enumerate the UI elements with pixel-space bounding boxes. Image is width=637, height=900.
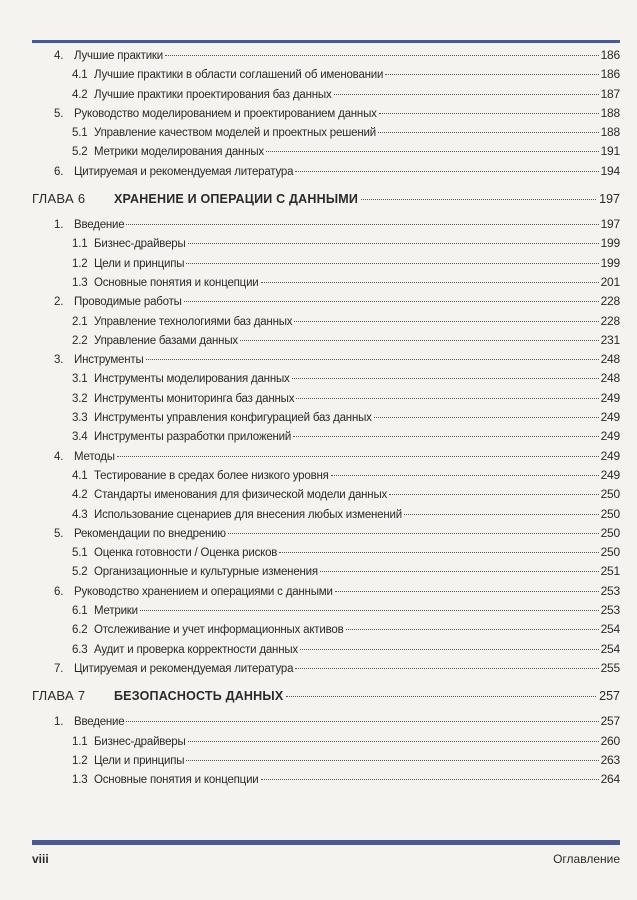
toc-page-number: 254 bbox=[600, 622, 620, 637]
toc-title: Тестирование в средах более низкого уровня bbox=[94, 469, 329, 482]
dot-leader bbox=[389, 493, 599, 495]
toc-chapter[interactable] bbox=[32, 688, 620, 712]
dot-leader bbox=[361, 199, 596, 200]
toc-page-number: 257 bbox=[599, 689, 620, 704]
dot-leader bbox=[346, 628, 599, 630]
dot-leader bbox=[296, 397, 598, 399]
toc-subsection[interactable] bbox=[32, 468, 620, 487]
toc-title: Инструменты моделирования данных bbox=[94, 373, 290, 386]
toc-subsection[interactable] bbox=[32, 256, 620, 275]
toc-title: Инструменты bbox=[74, 354, 144, 367]
toc-title: Руководство моделированием и проектированием данных bbox=[74, 107, 377, 120]
toc-subsection[interactable] bbox=[32, 67, 620, 86]
dot-leader bbox=[140, 609, 599, 611]
toc-title: Цели и принципы bbox=[94, 754, 185, 767]
toc-title: Лучшие практики проектирования баз данных bbox=[94, 88, 332, 101]
toc-subsection[interactable] bbox=[32, 545, 620, 564]
toc-number: 6.1 bbox=[72, 605, 88, 618]
toc-page-number: 194 bbox=[600, 163, 620, 178]
toc-number: 6. bbox=[54, 165, 64, 178]
toc-page-number: 199 bbox=[600, 236, 620, 251]
toc-number: 4. bbox=[54, 450, 64, 463]
toc-page-number: 250 bbox=[600, 487, 620, 502]
toc-number: 4.3 bbox=[72, 508, 88, 521]
dot-leader bbox=[334, 93, 599, 95]
toc-number: 5.2 bbox=[72, 146, 88, 159]
toc-subsection[interactable] bbox=[32, 410, 620, 429]
dot-leader bbox=[266, 150, 599, 152]
chapter-label: ГЛАВА 7 bbox=[32, 688, 86, 704]
toc-page-number: 228 bbox=[600, 294, 620, 309]
toc-subsection[interactable] bbox=[32, 772, 620, 791]
toc-page-number: 201 bbox=[600, 274, 620, 289]
toc-page-number: 249 bbox=[600, 467, 620, 482]
dot-leader bbox=[126, 223, 598, 225]
toc-page-number: 260 bbox=[600, 733, 620, 748]
toc-number: 4.1 bbox=[72, 69, 88, 82]
dot-leader bbox=[186, 262, 598, 264]
toc-number: 5. bbox=[54, 107, 64, 120]
toc-title: Бизнес-драйверы bbox=[94, 238, 186, 251]
toc-page-number: 188 bbox=[600, 125, 620, 140]
dot-leader bbox=[188, 740, 599, 742]
page-number: viii bbox=[32, 852, 49, 866]
toc-title: Основные понятия и концепции bbox=[94, 774, 259, 787]
dot-leader bbox=[295, 170, 598, 172]
toc-page-number: 188 bbox=[600, 105, 620, 120]
toc-number: 3.2 bbox=[72, 392, 88, 405]
toc-page-number: 199 bbox=[600, 255, 620, 270]
toc-subsection[interactable] bbox=[32, 734, 620, 753]
toc-title: Управление базами данных bbox=[94, 334, 238, 347]
toc-chapter[interactable] bbox=[32, 191, 620, 215]
toc-number: 1. bbox=[54, 716, 64, 729]
toc-subsection[interactable] bbox=[32, 391, 620, 410]
toc-title: Управление качеством моделей и проектных решений bbox=[94, 127, 376, 140]
running-title: Оглавление bbox=[553, 852, 620, 866]
chapter-label: ГЛАВА 6 bbox=[32, 191, 86, 207]
toc-title: Методы bbox=[74, 450, 115, 463]
toc-title: Бизнес-драйверы bbox=[94, 735, 186, 748]
toc-page-number: 248 bbox=[600, 352, 620, 367]
dot-leader bbox=[331, 474, 599, 476]
toc-page-number: 257 bbox=[600, 714, 620, 729]
toc-subsection[interactable] bbox=[32, 487, 620, 506]
dot-leader bbox=[294, 320, 598, 322]
toc-title: Оценка готовности / Оценка рисков bbox=[94, 547, 278, 560]
toc-title: Цитируемая и рекомендуемая литература bbox=[74, 662, 294, 675]
toc-subsection[interactable] bbox=[32, 125, 620, 144]
toc-number: 1. bbox=[54, 219, 64, 232]
toc-title: Аудит и проверка корректности данных bbox=[94, 643, 298, 656]
toc-subsection[interactable] bbox=[32, 603, 620, 622]
dot-leader bbox=[228, 532, 599, 534]
toc-page-number: 186 bbox=[600, 67, 620, 82]
toc-page-number: 248 bbox=[600, 371, 620, 386]
toc-subsection[interactable] bbox=[32, 622, 620, 641]
toc-title: Отслеживание и учет информационных активов bbox=[94, 624, 344, 637]
toc-page-number: 249 bbox=[600, 429, 620, 444]
toc-title: Лучшие практики в области соглашений об именовании bbox=[94, 69, 384, 82]
toc-title: Руководство хранением и операциями с данными bbox=[74, 585, 333, 598]
toc-title: Введение bbox=[74, 219, 125, 232]
toc-subsection[interactable] bbox=[32, 642, 620, 661]
toc-number: 5.1 bbox=[72, 127, 88, 140]
toc-subsection[interactable] bbox=[32, 371, 620, 390]
toc-section[interactable] bbox=[32, 164, 620, 183]
toc-page-number: 253 bbox=[600, 603, 620, 618]
toc-page-number: 250 bbox=[600, 545, 620, 560]
toc-number: 2. bbox=[54, 296, 64, 309]
toc-number: 5.2 bbox=[72, 566, 88, 579]
chapter-title: БЕЗОПАСНОСТЬ ДАННЫХ bbox=[114, 689, 284, 704]
toc-page-number: 255 bbox=[600, 660, 620, 675]
toc-number: 4.2 bbox=[72, 88, 88, 101]
toc-subsection[interactable] bbox=[32, 429, 620, 448]
dot-leader bbox=[146, 358, 599, 360]
toc-section[interactable] bbox=[32, 294, 620, 313]
toc-section[interactable] bbox=[32, 106, 620, 125]
dot-leader bbox=[385, 73, 598, 75]
toc-number: 5.1 bbox=[72, 547, 88, 560]
toc-page-number: 197 bbox=[599, 192, 620, 207]
toc-number: 3. bbox=[54, 354, 64, 367]
dot-leader bbox=[374, 416, 599, 418]
toc-number: 2.2 bbox=[72, 334, 88, 347]
toc-subsection[interactable] bbox=[32, 753, 620, 772]
toc-page-number: 186 bbox=[600, 48, 620, 62]
dot-leader bbox=[279, 551, 598, 553]
toc-title: Использование сценариев для внесения любых изменений bbox=[94, 508, 402, 521]
toc-title: Управление технологиями баз данных bbox=[94, 315, 293, 328]
toc-page-number: 187 bbox=[600, 86, 620, 101]
toc-section[interactable] bbox=[32, 714, 620, 733]
toc-title: Проводимые работы bbox=[74, 296, 182, 309]
toc-page-number: 231 bbox=[600, 332, 620, 347]
toc-number: 6.2 bbox=[72, 624, 88, 637]
toc-section[interactable] bbox=[32, 217, 620, 236]
toc-number: 1.3 bbox=[72, 774, 88, 787]
dot-leader bbox=[292, 377, 599, 379]
toc-number: 5. bbox=[54, 527, 64, 540]
toc-page-number: 249 bbox=[600, 390, 620, 405]
dot-leader bbox=[300, 648, 599, 650]
toc-title: Метрики bbox=[94, 605, 138, 618]
toc-subsection[interactable] bbox=[32, 507, 620, 526]
toc-number: 1.3 bbox=[72, 276, 88, 289]
top-rule bbox=[32, 40, 620, 43]
dot-leader bbox=[184, 300, 599, 302]
dot-leader bbox=[188, 242, 599, 244]
toc-number: 6.3 bbox=[72, 643, 88, 656]
toc-number: 4. bbox=[54, 50, 64, 62]
toc-number: 3.3 bbox=[72, 412, 88, 425]
dot-leader bbox=[379, 112, 599, 114]
toc-page-number: 249 bbox=[600, 448, 620, 463]
toc-title: Инструменты мониторинга баз данных bbox=[94, 392, 295, 405]
toc-number: 6. bbox=[54, 585, 64, 598]
toc-page-number: 191 bbox=[600, 144, 620, 159]
toc-page-number: 264 bbox=[600, 772, 620, 787]
toc-page-number: 251 bbox=[600, 564, 620, 579]
toc-page-number: 254 bbox=[600, 641, 620, 656]
toc-section[interactable] bbox=[32, 48, 620, 67]
toc-section[interactable] bbox=[32, 526, 620, 545]
toc-number: 3.4 bbox=[72, 431, 88, 444]
toc-title: Организационные и культурные изменения bbox=[94, 566, 318, 579]
toc-number: 7. bbox=[54, 662, 64, 675]
toc-page-number: 253 bbox=[600, 583, 620, 598]
dot-leader bbox=[295, 667, 598, 669]
toc-subsection[interactable] bbox=[32, 314, 620, 333]
toc-number: 1.2 bbox=[72, 257, 88, 270]
toc-subsection[interactable] bbox=[32, 275, 620, 294]
toc-title: Лучшие практики bbox=[74, 50, 163, 62]
dot-leader bbox=[378, 131, 599, 133]
toc-subsection[interactable] bbox=[32, 236, 620, 255]
toc-number: 4.2 bbox=[72, 489, 88, 502]
dot-leader bbox=[126, 720, 598, 722]
toc-number: 1.1 bbox=[72, 238, 88, 251]
dot-leader bbox=[320, 570, 599, 572]
toc-title: Рекомендации по внедрению bbox=[74, 527, 226, 540]
toc-title: Стандарты именования для физической модели данных bbox=[94, 489, 388, 502]
toc-page-number: 249 bbox=[600, 410, 620, 425]
dot-leader bbox=[240, 339, 599, 341]
toc-subsection[interactable] bbox=[32, 564, 620, 583]
toc-page-number: 197 bbox=[600, 217, 620, 232]
dot-leader bbox=[286, 696, 596, 697]
dot-leader bbox=[404, 513, 599, 515]
toc-number: 1.2 bbox=[72, 754, 88, 767]
toc-title: Введение bbox=[74, 716, 125, 729]
toc-number: 4.1 bbox=[72, 469, 88, 482]
toc-subsection[interactable] bbox=[32, 333, 620, 352]
toc-section[interactable] bbox=[32, 352, 620, 371]
toc-number: 2.1 bbox=[72, 315, 88, 328]
toc-page-number: 228 bbox=[600, 313, 620, 328]
dot-leader bbox=[261, 281, 599, 283]
dot-leader bbox=[165, 54, 599, 56]
dot-leader bbox=[335, 590, 599, 592]
toc-number: 1.1 bbox=[72, 735, 88, 748]
page-footer bbox=[32, 852, 620, 866]
toc-subsection[interactable] bbox=[32, 87, 620, 106]
toc-title: Основные понятия и концепции bbox=[94, 276, 259, 289]
bottom-rule bbox=[32, 840, 620, 845]
toc-number: 3.1 bbox=[72, 373, 88, 386]
toc-title: Инструменты разработки приложений bbox=[94, 431, 292, 444]
dot-leader bbox=[293, 435, 598, 437]
dot-leader bbox=[117, 455, 599, 457]
dot-leader bbox=[261, 778, 599, 780]
toc-section[interactable] bbox=[32, 661, 620, 680]
toc-title: Инструменты управления конфигурацией баз данных bbox=[94, 412, 372, 425]
table-of-contents bbox=[32, 48, 620, 791]
toc-section[interactable] bbox=[32, 449, 620, 468]
toc-page-number: 250 bbox=[600, 506, 620, 521]
toc-page-number: 250 bbox=[600, 525, 620, 540]
toc-title: Цитируемая и рекомендуемая литература bbox=[74, 165, 294, 178]
toc-title: Цели и принципы bbox=[94, 257, 185, 270]
chapter-title: ХРАНЕНИЕ И ОПЕРАЦИИ С ДАННЫМИ bbox=[114, 192, 359, 207]
toc-title: Метрики моделирования данных bbox=[94, 146, 264, 159]
dot-leader bbox=[186, 759, 598, 761]
toc-page-number: 263 bbox=[600, 752, 620, 767]
toc-section[interactable] bbox=[32, 584, 620, 603]
toc-subsection[interactable] bbox=[32, 144, 620, 163]
